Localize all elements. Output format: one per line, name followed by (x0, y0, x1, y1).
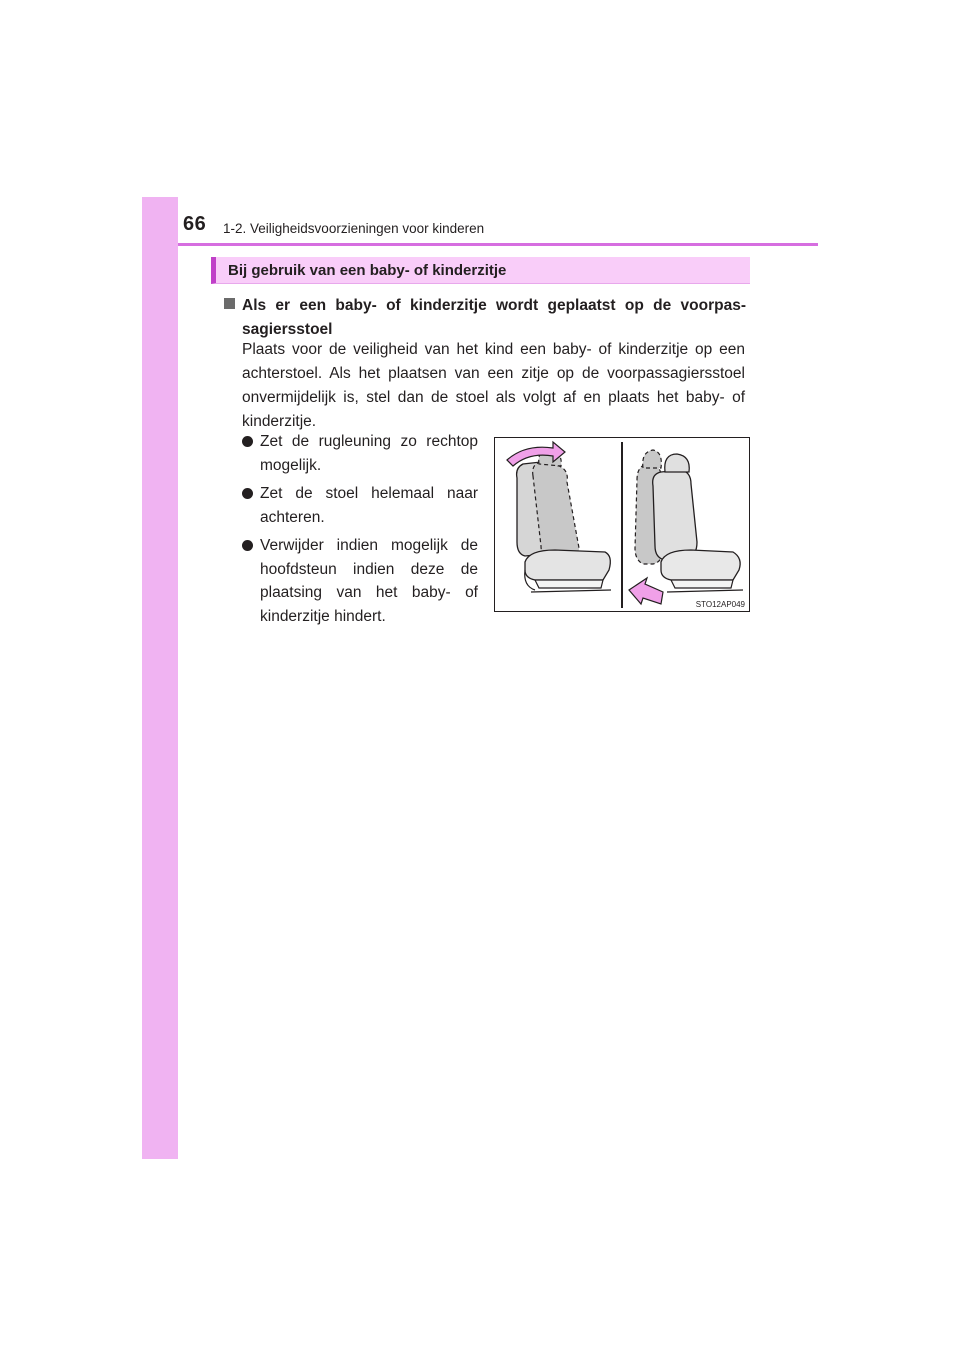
section-title-bar (211, 257, 750, 284)
sub-heading-text: Als er een baby- of kinderzitje wordt geplaatst op de voorpassagiersstoel (242, 297, 746, 338)
side-color-band (142, 197, 178, 1159)
body-paragraph: Plaats voor de veiligheid van het kind een baby- of kinderzitje op een achterstoel. Als het plaatsen van een zitje op de voorpassagiersstoel onvermijdelijk is, stel dan de stoel als volgt af en plaats het baby- of kinderzitje. (242, 341, 745, 430)
page-number: 66 (183, 213, 207, 235)
bullet-dot-icon (242, 540, 253, 551)
square-bullet-icon (224, 298, 235, 309)
list-item (242, 482, 478, 529)
seat-illustration-drawing (495, 438, 749, 611)
seat-adjustment-illustration (494, 437, 750, 612)
bullet-dot-icon (242, 436, 253, 447)
slide-back-arrow-icon (629, 578, 663, 604)
running-head: 1-2. Veiligheidsvoorzieningen voor kinderen (223, 221, 485, 236)
bullet-dot-icon (242, 488, 253, 499)
instruction-list (242, 430, 478, 633)
seat-right (629, 450, 743, 604)
list-item-text: Zet de rugleuning zo rechtop mogelijk. (260, 433, 478, 474)
sub-heading (224, 294, 746, 342)
list-item-text: Verwijder indien mogelijk de hoofdsteun indien deze de plaatsing van het baby- of kinderzitje hindert. (260, 537, 478, 625)
seat-left (507, 442, 611, 592)
list-item-text: Zet de stoel helemaal naar achteren. (260, 485, 478, 526)
list-item (242, 534, 478, 628)
header-rule (178, 243, 818, 246)
section-title: Bij gebruik van een baby- of kinderzitje (228, 262, 507, 279)
figure-code: STO12AP049 (695, 600, 745, 609)
list-item (242, 430, 478, 477)
